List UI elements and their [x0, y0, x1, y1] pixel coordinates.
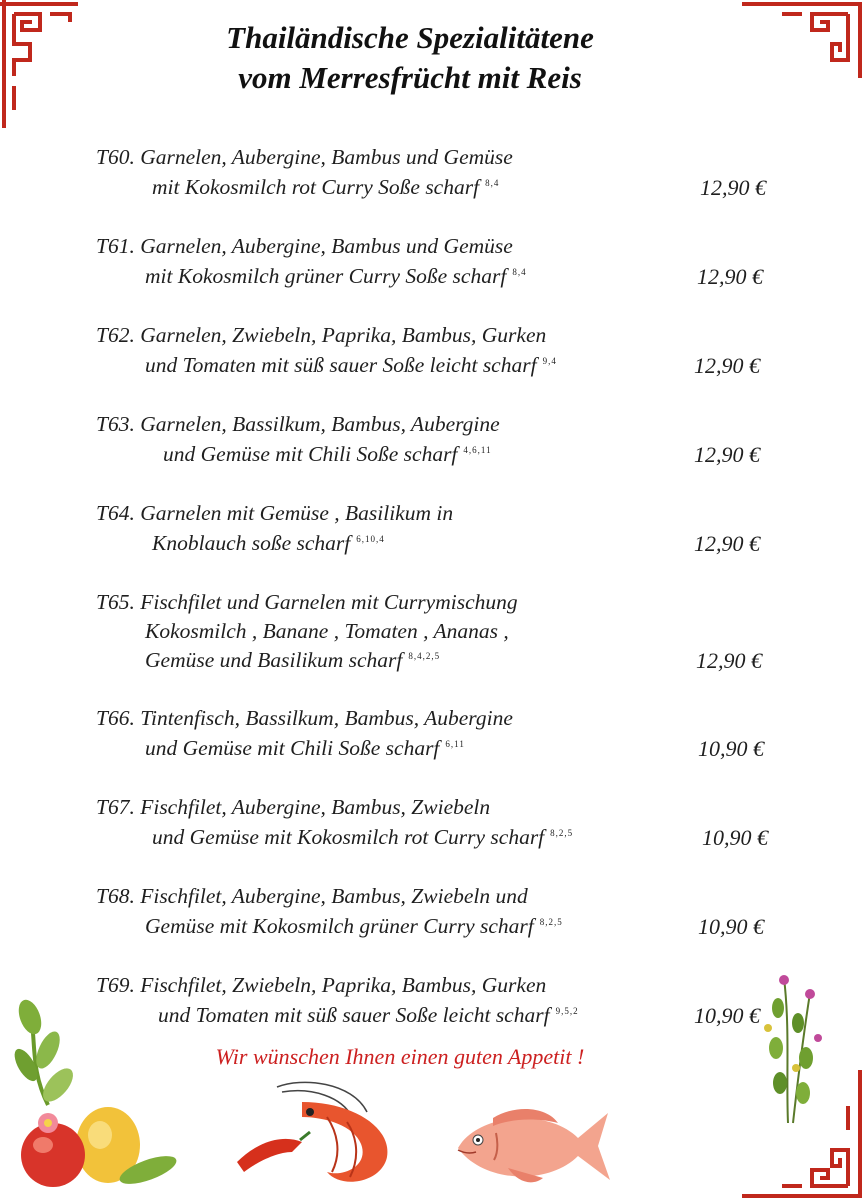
item-price: 12,90 €: [697, 264, 763, 289]
additives: 6,11: [445, 739, 465, 749]
corner-ornament-icon: [0, 0, 80, 130]
item-line-2: und Gemüse mit Kokosmilch rot Curry scharf $^{8,2,5}$: [152, 825, 574, 849]
menu-item: [0, 706, 862, 776]
item-price: 10,90 €: [702, 825, 768, 850]
item-line-1: T63. Garnelen, Bassilkum, Bambus, Aubergine: [96, 412, 500, 436]
additives: 8,4: [512, 267, 527, 277]
item-line-2: Knoblauch soße scharf $^{6,10,4}$: [152, 531, 385, 555]
menu-item: [0, 590, 862, 685]
item-line-1: T65. Fischfilet und Garnelen mit Currymischung: [96, 590, 518, 614]
title-line-1: Thailändische Spezialitätene: [226, 20, 594, 55]
menu-item: [0, 145, 862, 215]
additives: 8,4,2,5: [408, 651, 441, 661]
item-price: 12,90 €: [700, 175, 766, 200]
item-line-1: T64. Garnelen mit Gemüse , Basilikum in: [96, 501, 454, 525]
additives: 8,2,5: [550, 828, 574, 838]
item-line-2: und Tomaten mit süß sauer Soße leicht scharf $^{9,4}$: [145, 353, 557, 377]
item-line-2: mit Kokosmilch grüner Curry Soße scharf $^{8,4}$: [145, 264, 527, 288]
item-line-2: mit Kokosmilch rot Curry Soße scharf $^{8,4}$: [152, 175, 500, 199]
menu-item: [0, 501, 862, 571]
closing-message: Wir wünschen Ihnen einen guten Appetit !: [215, 1044, 585, 1069]
item-line-3: Gemüse und Basilikum scharf $^{8,4,2,5}$: [145, 648, 441, 672]
corner-ornament-icon: [742, 0, 862, 80]
additives: 9,4: [542, 356, 557, 366]
item-line-2: Kokosmilch , Banane , Tomaten , Ananas ,: [145, 619, 509, 643]
additives: 4,6,11: [463, 445, 492, 455]
item-price: 10,90 €: [694, 1003, 760, 1028]
fruit-illustration-icon: [8, 995, 188, 1195]
item-price: 12,90 €: [694, 353, 760, 378]
item-line-1: T68. Fischfilet, Aubergine, Bambus, Zwiebeln und: [96, 884, 528, 908]
item-line-1: T66. Tintenfisch, Bassilkum, Bambus, Aubergine: [96, 706, 513, 730]
fish-illustration-icon: [448, 1098, 618, 1193]
item-price: 12,90 €: [696, 648, 762, 673]
additives: 8,2,5: [539, 917, 563, 927]
menu-item: [0, 884, 862, 954]
additives: 9,5,2: [555, 1006, 579, 1016]
additives: 8,4: [485, 178, 500, 188]
item-line-1: T67. Fischfilet, Aubergine, Bambus, Zwiebeln: [96, 795, 491, 819]
additives: 6,10,4: [356, 534, 385, 544]
item-line-2: Gemüse mit Kokosmilch grüner Curry scharf $^{8,2,5}$: [145, 914, 563, 938]
item-line-2: und Gemüse mit Chili Soße scharf $^{6,11}$: [145, 736, 465, 760]
item-line-1: T69. Fischfilet, Zwiebeln, Paprika, Bambus, Gurken: [96, 973, 547, 997]
item-line-2: und Tomaten mit süß sauer Soße leicht scharf $^{9,5,2}$: [158, 1003, 579, 1027]
item-line-1: T61. Garnelen, Aubergine, Bambus und Gemüse: [96, 234, 513, 258]
herb-plant-illustration-icon: [748, 968, 838, 1128]
item-price: 12,90 €: [694, 531, 760, 556]
item-line-1: T62. Garnelen, Zwiebeln, Paprika, Bambus, Gurken: [96, 323, 547, 347]
menu-item: [0, 412, 862, 482]
shrimp-illustration-icon: [232, 1072, 412, 1192]
item-line-2: und Gemüse mit Chili Soße scharf $^{4,6,11}$: [163, 442, 492, 466]
menu-item: [0, 323, 862, 393]
menu-item: [0, 795, 862, 865]
item-price: 10,90 €: [698, 914, 764, 939]
item-price: 10,90 €: [698, 736, 764, 761]
menu-title: [150, 18, 670, 98]
menu-item: [0, 234, 862, 304]
title-line-2: vom Merresfrücht mit Reis: [238, 60, 582, 95]
item-line-1: T60. Garnelen, Aubergine, Bambus und Gemüse: [96, 145, 513, 169]
item-price: 12,90 €: [694, 442, 760, 467]
